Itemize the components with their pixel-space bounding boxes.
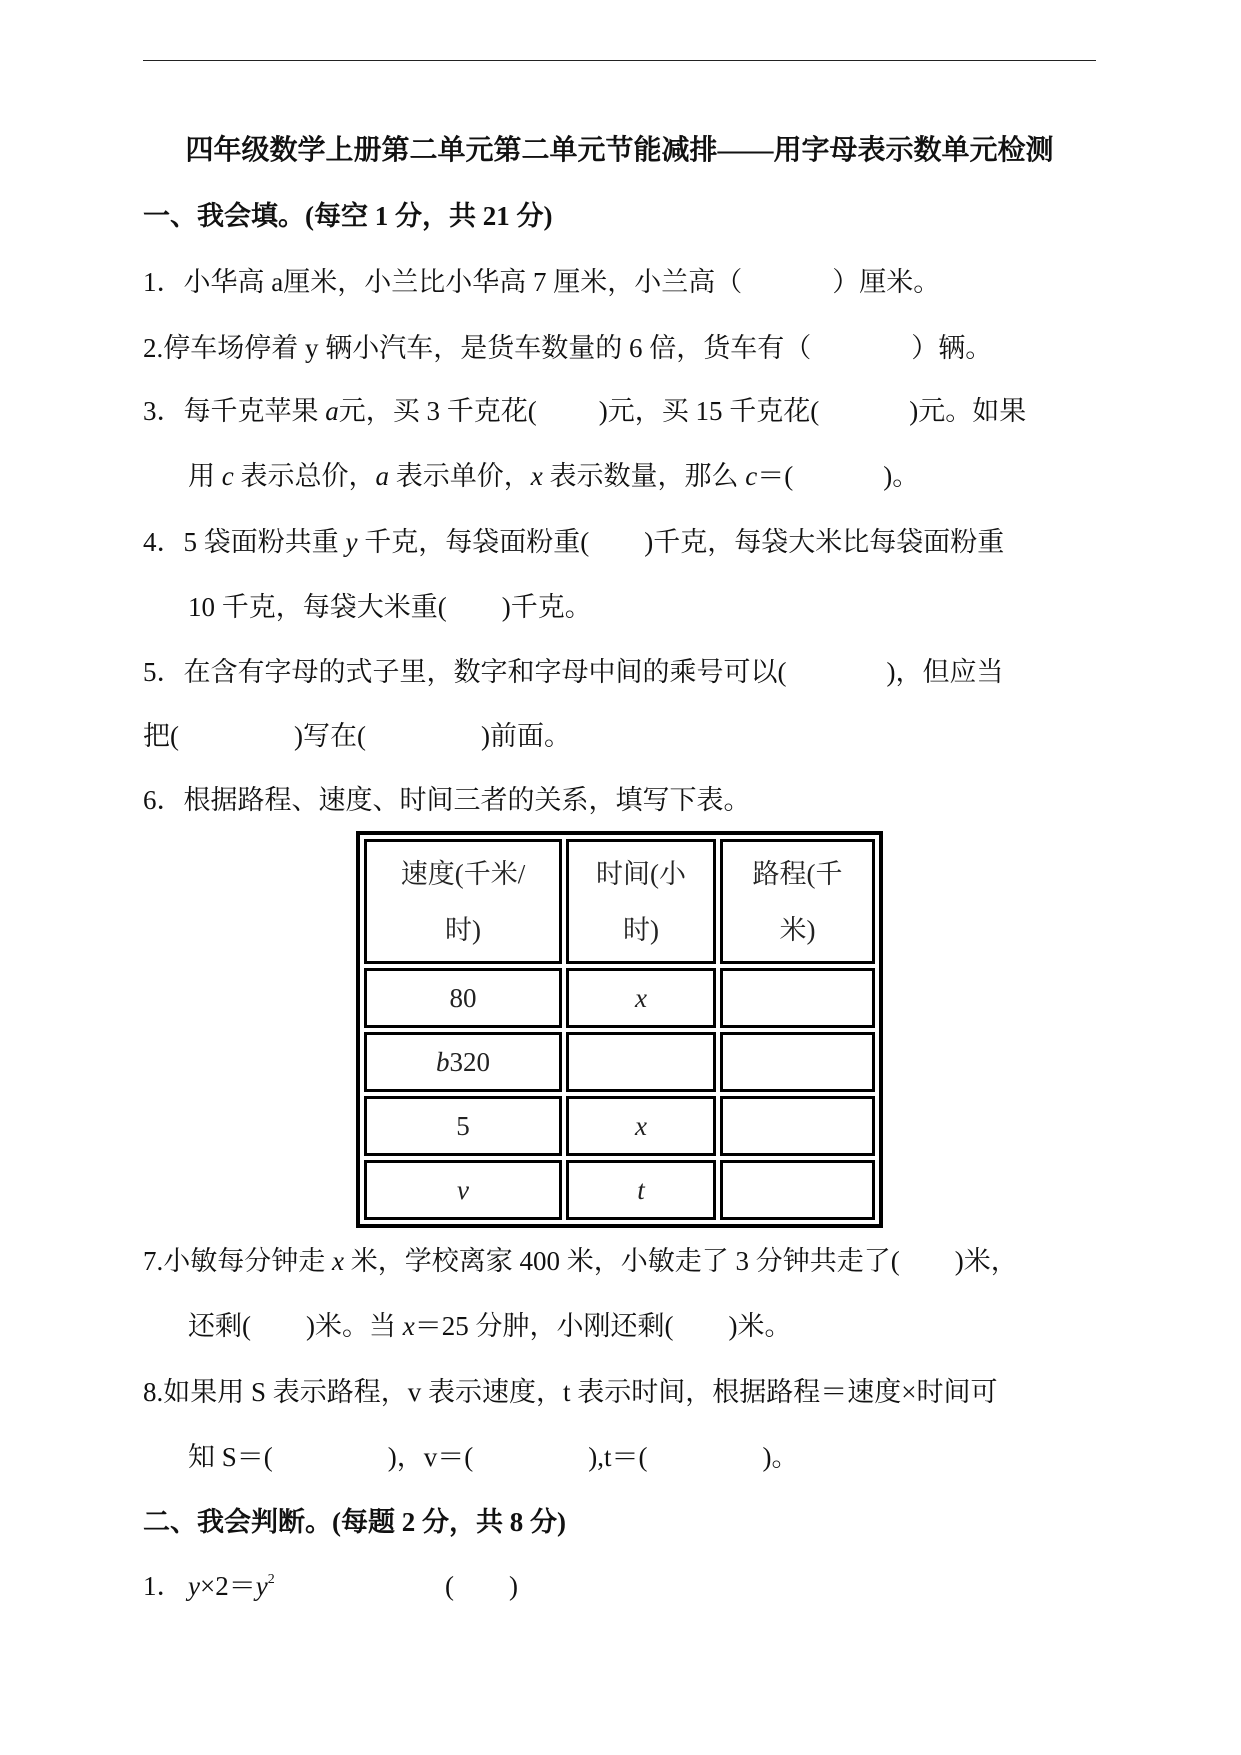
- answer-blank: [447, 615, 502, 616]
- header-line: 时): [623, 914, 659, 945]
- speed-time-distance-table: [356, 831, 883, 1228]
- variable: a: [375, 461, 389, 491]
- cell-speed: [364, 1032, 562, 1092]
- question-text: 10 千克，每袋大米重(: [188, 592, 447, 622]
- question-text: 1．小华高 a厘米，小兰比小华高 7 厘米，小兰高（: [143, 267, 743, 297]
- table-header-row: [364, 839, 875, 964]
- cell-distance-blank: [720, 1160, 875, 1220]
- table-row: [364, 1032, 875, 1092]
- header-speed: [364, 839, 562, 964]
- question-4-line-2: [188, 589, 592, 625]
- header-line: 速度(千米/: [400, 858, 526, 889]
- question-text: 8.如果用 S 表示路程，v 表示速度，t 表示时间，根据路程＝速度×时间可: [143, 1377, 998, 1407]
- header-rule: [143, 60, 1096, 61]
- answer-blank: [673, 1334, 728, 1335]
- table-row: [364, 968, 875, 1028]
- variable: y: [188, 1571, 200, 1601]
- question-8-line-1: [143, 1374, 998, 1410]
- answer-blank: [537, 419, 599, 420]
- question-7-line-1: [143, 1243, 1018, 1279]
- question-text: )，v＝(: [387, 1442, 474, 1472]
- question-3-line-2: [188, 458, 919, 494]
- answer-blank: [742, 290, 832, 291]
- variable: x: [332, 1246, 344, 1276]
- question-text: 把(: [143, 721, 179, 751]
- variable: b: [436, 1047, 450, 1077]
- question-text: 表示总价，: [233, 461, 376, 491]
- question-2: [143, 330, 992, 366]
- question-text: ＝(: [757, 461, 794, 491]
- cell-speed: v: [364, 1160, 562, 1220]
- answer-blank: [473, 1465, 588, 1466]
- relation-table: [356, 831, 883, 1228]
- cell-speed: 5: [364, 1096, 562, 1156]
- question-text: )米。: [728, 1311, 792, 1341]
- question-5-line-1: [143, 654, 1004, 690]
- answer-blank: [454, 1594, 509, 1595]
- section-heading-fill: 一、我会填。(每空 1 分，共 21 分): [143, 201, 553, 231]
- variable: y: [255, 1571, 268, 1601]
- question-text: 知 S＝(: [188, 1442, 273, 1472]
- question-text: )。: [883, 461, 920, 491]
- question-text: )。: [762, 1442, 799, 1472]
- variable: y: [345, 527, 358, 557]
- paren-close: ): [509, 1571, 518, 1601]
- question-8-line-2: [188, 1439, 798, 1475]
- cell-speed: 80: [364, 968, 562, 1028]
- question-text: )，但应当: [886, 657, 1004, 687]
- cell-time: t: [566, 1160, 716, 1220]
- answer-blank: [819, 419, 909, 420]
- cell-time-blank: [566, 1032, 716, 1092]
- answer-blank: [900, 1269, 955, 1270]
- question-text: ＝25 分肿，小刚还剩(: [414, 1311, 674, 1341]
- equation-text: ×2＝: [199, 1571, 256, 1601]
- paren-open: (: [445, 1571, 454, 1601]
- answer-blank: [787, 680, 887, 681]
- document-title: 四年级数学上册第二单元第二单元节能减排——用字母表示数单元检测: [185, 135, 1054, 166]
- question-4-line-1: [143, 524, 1004, 560]
- question-text: )写在(: [294, 721, 366, 751]
- question-6: [143, 782, 751, 818]
- cell-value: 320: [449, 1047, 490, 1077]
- question-text: 还剩(: [188, 1311, 251, 1341]
- header-distance: [720, 839, 875, 964]
- cell-distance-blank: [720, 968, 875, 1028]
- header-line: 米): [779, 914, 816, 945]
- question-text: 3．每千克苹果: [143, 396, 326, 426]
- variable: a: [325, 396, 339, 426]
- question-number: 1．: [143, 1571, 184, 1601]
- question-text: )千克，每袋大米比每袋面粉重: [644, 527, 1005, 557]
- question-text: 7.小敏每分钟走: [143, 1246, 332, 1276]
- question-text: )千克。: [501, 592, 592, 622]
- variable: c: [221, 461, 234, 491]
- answer-blank: [589, 550, 644, 551]
- question-5-line-2: [143, 718, 571, 754]
- answer-blank: [366, 744, 481, 745]
- cell-time: x: [566, 968, 716, 1028]
- variable: x: [530, 461, 543, 491]
- question-text: ）辆。: [911, 333, 993, 363]
- answer-blank: [647, 1465, 762, 1466]
- header-line: 时): [445, 914, 481, 945]
- question-text: ),t＝(: [588, 1442, 648, 1472]
- question-text: 元，买 3 千克花(: [338, 396, 537, 426]
- variable: c: [745, 461, 758, 491]
- answer-blank: [251, 1334, 306, 1335]
- header-line: 时间(小: [596, 858, 686, 889]
- answer-blank: [179, 744, 294, 745]
- header-time: [566, 839, 716, 964]
- question-text: 表示单价，: [388, 461, 531, 491]
- question-text: 4．5 袋面粉共重: [143, 527, 346, 557]
- cell-time: x: [566, 1096, 716, 1156]
- question-text: ）厘米。: [832, 267, 941, 297]
- cell-distance-blank: [720, 1096, 875, 1156]
- equation: [188, 1568, 445, 1604]
- question-text: 千克，每袋面粉重(: [357, 527, 590, 557]
- question-7-line-2: [188, 1308, 791, 1344]
- variable: x: [402, 1311, 415, 1341]
- section-heading-judge: 二、我会判断。(每题 2 分，共 8 分): [143, 1507, 566, 1537]
- question-text: 2.停车场停着 y 辆小汽车，是货车数量的 6 倍，货车有（: [143, 333, 812, 363]
- answer-blank: [811, 356, 911, 357]
- question-3-line-1: [143, 393, 1026, 429]
- judge-question-1: [143, 1568, 518, 1604]
- answer-blank: [273, 1465, 388, 1466]
- table-row: [364, 1096, 875, 1156]
- question-text: )前面。: [480, 721, 571, 751]
- question-text: 表示数量，那么: [542, 461, 746, 491]
- question-text: 6．根据路程、速度、时间三者的关系，填写下表。: [143, 785, 751, 815]
- question-text: 米，学校离家 400 米，小敏走了 3 分钟共走了(: [343, 1246, 900, 1276]
- question-text: 5．在含有字母的式子里，数字和字母中间的乘号可以(: [143, 657, 787, 687]
- table-row: [364, 1160, 875, 1220]
- question-text: )元。如果: [909, 396, 1027, 426]
- cell-distance-blank: [720, 1032, 875, 1092]
- question-text: 用: [188, 461, 222, 491]
- question-text: )元，买 15 千克花(: [598, 396, 820, 426]
- header-line: 路程(千: [752, 858, 843, 889]
- question-text: )米。当: [306, 1311, 403, 1341]
- exponent: 2: [267, 1572, 275, 1587]
- question-1: [143, 264, 940, 300]
- answer-blank: [793, 484, 883, 485]
- question-text: )米，: [954, 1246, 1018, 1276]
